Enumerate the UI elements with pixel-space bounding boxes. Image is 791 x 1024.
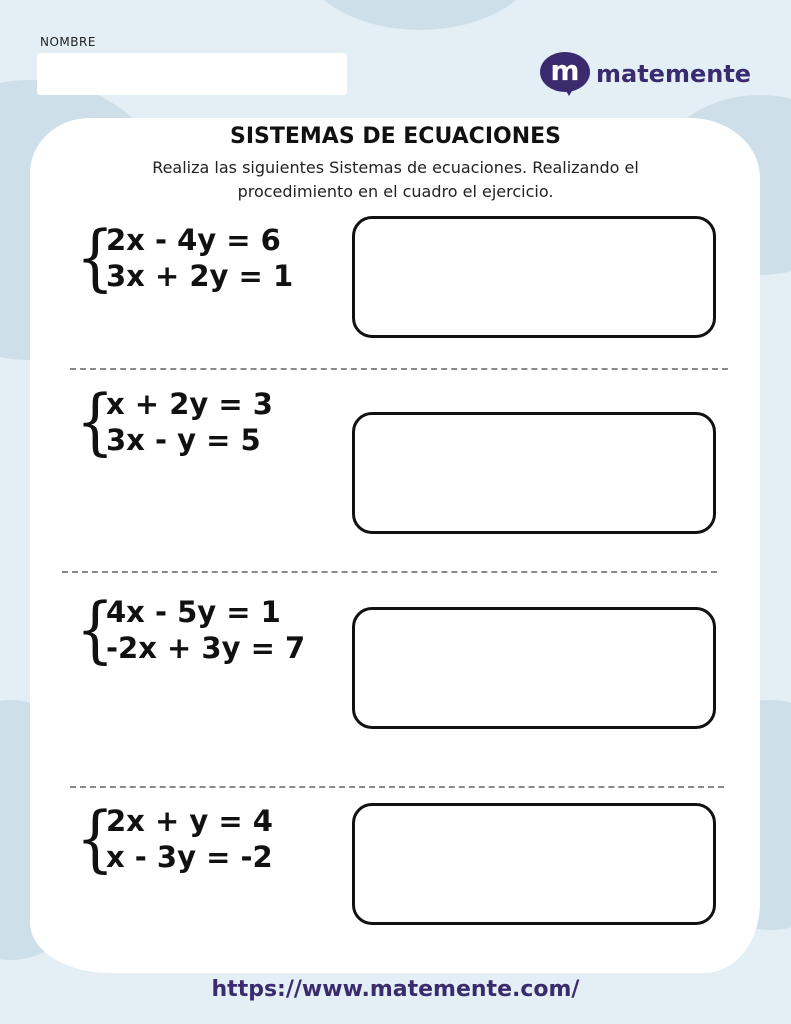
answer-box-2[interactable] bbox=[352, 412, 716, 534]
dashed-divider bbox=[70, 786, 724, 788]
answer-box-4[interactable] bbox=[352, 803, 716, 925]
page-title: SISTEMAS DE ECUACIONES bbox=[230, 124, 561, 149]
equation-3a: 4x - 5y = 1 bbox=[106, 595, 281, 629]
equation-4a: 2x + y = 4 bbox=[106, 804, 273, 838]
name-label: NOMBRE bbox=[40, 35, 96, 49]
answer-box-3[interactable] bbox=[352, 607, 716, 729]
equation-system-1 bbox=[76, 216, 294, 300]
logo-text: matemente bbox=[596, 60, 752, 88]
brace-icon: { bbox=[76, 380, 115, 464]
equation-4b: x - 3y = -2 bbox=[106, 840, 273, 874]
logo-letter: m bbox=[550, 54, 580, 87]
equation-system-4 bbox=[76, 797, 273, 881]
equation-1a: 2x - 4y = 6 bbox=[106, 223, 281, 257]
equation-3b: -2x + 3y = 7 bbox=[106, 631, 306, 665]
equation-system-2 bbox=[76, 380, 273, 464]
brace-icon: { bbox=[76, 588, 115, 672]
instructions-text: Realiza las siguientes Sistemas de ecuaciones. Realizando el procedimiento en el cuadro el ejercicio. bbox=[152, 158, 639, 201]
brace-icon: { bbox=[76, 797, 115, 881]
brace-icon: { bbox=[76, 216, 115, 300]
logo-badge bbox=[540, 52, 590, 96]
equation-system-3 bbox=[76, 588, 306, 672]
dashed-divider bbox=[62, 571, 717, 573]
dashed-divider bbox=[70, 368, 728, 370]
answer-box-1[interactable] bbox=[352, 216, 716, 338]
matemente-logo bbox=[540, 52, 751, 96]
equation-2b: 3x - y = 5 bbox=[106, 423, 261, 457]
equation-2a: x + 2y = 3 bbox=[106, 387, 273, 421]
equation-1b: 3x + 2y = 1 bbox=[106, 259, 294, 293]
name-field[interactable] bbox=[37, 53, 347, 95]
footer-url-link[interactable]: https://www.matemente.com/ bbox=[211, 977, 580, 1002]
background-blob bbox=[300, 0, 540, 30]
